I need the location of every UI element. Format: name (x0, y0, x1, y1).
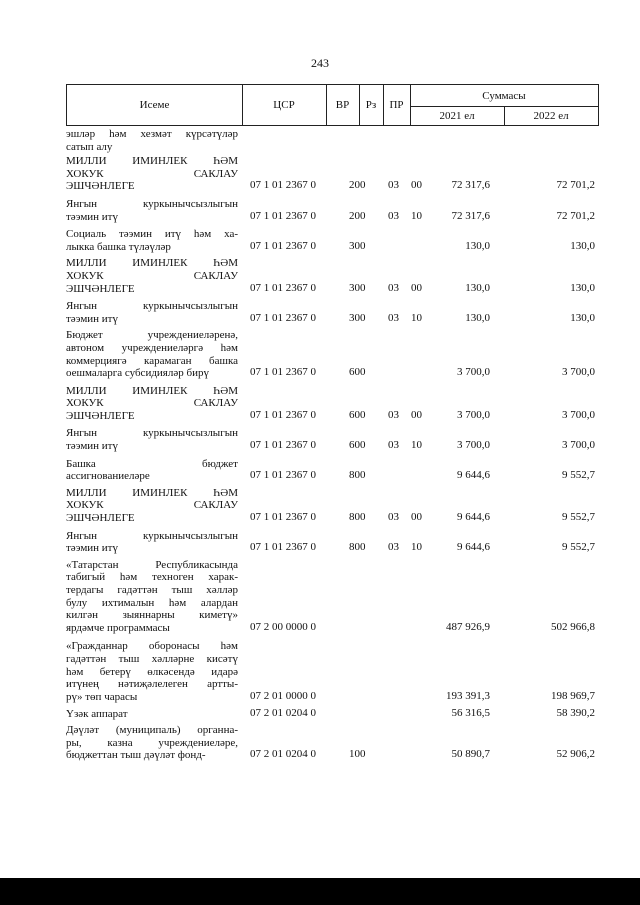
row-pr: 00 (411, 408, 422, 421)
row-pr: 10 (411, 439, 422, 452)
table-row (66, 724, 599, 762)
row-name-line: ярдәмче программасы (66, 621, 170, 634)
row-name-line: һәм бетерү өлкәсендә идарә (66, 665, 238, 678)
table-row (66, 640, 599, 703)
table-row (66, 708, 599, 721)
row-csr: 07 1 01 2367 0 (250, 179, 316, 192)
table-row (66, 329, 599, 379)
header-name: Исеме (67, 85, 243, 125)
row-sum-2021: 9 644,6 (457, 511, 490, 524)
row-name-line: МИЛЛИ ИМИНЛЕК ҺӘМ (66, 486, 238, 499)
row-vr: 300 (349, 239, 366, 252)
row-sum-2022: 72 701,2 (556, 209, 595, 222)
row-name-line: тердагы гадәттән тыш хәлләр (66, 584, 238, 596)
table-row (66, 427, 599, 452)
row-name-line: ЭШЧӘНЛЕГЕ (66, 282, 135, 295)
row-name (66, 458, 238, 483)
row-name-line: Янгын куркынычсызлыгын (66, 427, 238, 440)
row-sum-2022: 58 390,2 (556, 707, 595, 720)
row-vr: 100 (349, 748, 366, 761)
row-sum-2022: 3 700,0 (562, 439, 595, 452)
row-name (66, 155, 238, 193)
row-sum-2021: 56 316,5 (451, 707, 490, 720)
table-row (66, 559, 599, 635)
row-name-line: лыкка башка түләүләр (66, 240, 171, 253)
row-name-line: бюджеттан тыш дәүләт фонд- (66, 749, 206, 762)
row-name-line: тәэмин итү (66, 210, 118, 223)
row-name-line: рү» төп чарасы (66, 690, 138, 703)
row-name-line: булу ихтималын һәм алардан (66, 596, 238, 609)
row-csr: 07 2 01 0204 0 (250, 707, 316, 720)
row-name-line: табигый һәм техноген харак- (66, 571, 238, 584)
row-name-line: гадәттән тыш хәлләрне кисәтү (66, 652, 238, 665)
row-sum-2022: 130,0 (570, 281, 595, 294)
row-name-line: тәэмин итү (66, 440, 118, 453)
table-row (66, 198, 599, 223)
row-csr: 07 1 01 2367 0 (250, 311, 316, 324)
row-name-line: ЭШЧӘНЛЕГЕ (66, 180, 135, 193)
table-row (66, 385, 599, 423)
row-rz: 03 (388, 281, 399, 294)
table-row (66, 155, 599, 193)
row-sum-2021: 3 700,0 (457, 408, 490, 421)
row-name-line: ХОКУК САКЛАУ (66, 269, 238, 282)
row-pr: 00 (411, 281, 422, 294)
table-header (66, 84, 599, 126)
row-vr: 800 (349, 541, 366, 554)
row-rz: 03 (388, 179, 399, 192)
row-vr: 600 (349, 408, 366, 421)
row-csr: 07 1 01 2367 0 (250, 239, 316, 252)
row-name-line: сатып алу (66, 140, 113, 153)
row-pr: 10 (411, 209, 422, 222)
row-name (66, 530, 238, 555)
row-rz: 03 (388, 209, 399, 222)
row-name (66, 257, 238, 295)
row-sum-2022: 198 969,7 (551, 689, 595, 702)
row-name-line: ры, казна учреждениеләре, (66, 736, 238, 749)
row-vr: 300 (349, 281, 366, 294)
row-sum-2022: 130,0 (570, 311, 595, 324)
table-row (66, 257, 599, 295)
row-pr: 00 (411, 179, 422, 192)
row-sum-2021: 487 926,9 (446, 620, 490, 633)
row-csr: 07 1 01 2367 0 (250, 511, 316, 524)
row-vr: 800 (349, 469, 366, 482)
row-sum-2022: 3 700,0 (562, 408, 595, 421)
header-year-2022: 2022 ел (533, 109, 569, 122)
row-name-line: итүнең нәтиҗәлелеген артты- (66, 678, 238, 691)
row-name (66, 300, 238, 325)
table-row (66, 487, 599, 525)
row-name (66, 487, 238, 525)
row-sum-2021: 193 391,3 (446, 689, 490, 702)
header-pr: ПР (383, 85, 411, 125)
row-sum-2022: 502 966,8 (551, 620, 595, 633)
row-sum-2021: 130,0 (465, 311, 490, 324)
row-csr: 07 1 01 2367 0 (250, 366, 316, 379)
row-name-line: ассигнованиеләре (66, 470, 150, 483)
page-number: 243 (311, 56, 329, 70)
header-rz: Рз (359, 85, 384, 125)
row-sum-2021: 130,0 (465, 281, 490, 294)
row-name-line: тәэмин итү (66, 312, 118, 325)
row-name-line: Янгын куркынычсызлыгын (66, 529, 238, 542)
row-rz: 03 (388, 511, 399, 524)
row-pr: 00 (411, 511, 422, 524)
row-name-line: Янгын куркынычсызлыгын (66, 197, 238, 210)
row-sum-2021: 3 700,0 (457, 439, 490, 452)
row-sum-2022: 9 552,7 (562, 469, 595, 482)
row-name-line: килгән зыяннарны киметү» (66, 609, 238, 622)
row-name (66, 198, 238, 223)
row-name-line: Янгын куркынычсызлыгын (66, 300, 238, 313)
row-sum-2022: 72 701,2 (556, 179, 595, 192)
row-sum-2021: 9 644,6 (457, 469, 490, 482)
row-vr: 300 (349, 311, 366, 324)
row-rz: 03 (388, 408, 399, 421)
table-row (66, 458, 599, 483)
row-name-line: эшләр һәм хезмәт күрсәтүләр (66, 128, 238, 140)
row-name-line: ЭШЧӘНЛЕГЕ (66, 409, 135, 422)
row-name-line: Башка бюджет (66, 457, 238, 470)
row-rz: 03 (388, 541, 399, 554)
row-vr: 800 (349, 511, 366, 524)
row-sum-2022: 130,0 (570, 239, 595, 252)
row-csr: 07 1 01 2367 0 (250, 281, 316, 294)
row-name (66, 385, 238, 423)
row-sum-2021: 3 700,0 (457, 366, 490, 379)
header-year-2021: 2021 ел (410, 106, 505, 125)
row-sum-2021: 72 317,6 (451, 179, 490, 192)
row-csr: 07 1 01 2367 0 (250, 408, 316, 421)
row-name-line: тәэмин итү (66, 542, 118, 555)
row-name (66, 427, 238, 452)
row-vr: 200 (349, 179, 366, 192)
row-name-line: ХОКУК САКЛАУ (66, 167, 238, 180)
row-csr: 07 2 01 0000 0 (250, 689, 316, 702)
row-csr: 07 1 01 2367 0 (250, 541, 316, 554)
row-rz: 03 (388, 439, 399, 452)
row-vr: 600 (349, 366, 366, 379)
row-name (66, 559, 238, 635)
row-name-line: ХОКУК САКЛАУ (66, 397, 238, 410)
row-pr: 10 (411, 541, 422, 554)
row-sum-2022: 3 700,0 (562, 366, 595, 379)
row-name-line: оешмаларга субсидияләр бирү (66, 367, 209, 380)
row-name (66, 724, 238, 762)
row-name-line: Үзәк аппарат (66, 708, 128, 721)
row-rz: 03 (388, 311, 399, 324)
row-name-line: Социаль тәэмин итү һәм ха- (66, 228, 238, 241)
row-csr: 07 1 01 2367 0 (250, 439, 316, 452)
row-sum-2022: 9 552,7 (562, 511, 595, 524)
table-body (66, 128, 599, 765)
row-name (66, 329, 238, 379)
row-name-line: МИЛЛИ ИМИНЛЕК ҺӘМ (66, 384, 238, 397)
row-sum-2021: 50 890,7 (451, 748, 490, 761)
row-name-line: МИЛЛИ ИМИНЛЕК ҺӘМ (66, 257, 238, 270)
row-name-line: Дәүләт (муниципаль) органна- (66, 723, 238, 736)
row-name (66, 708, 238, 721)
row-vr: 600 (349, 439, 366, 452)
row-name-line: коммерциягә карамаган башка (66, 354, 238, 367)
row-csr: 07 1 01 2367 0 (250, 209, 316, 222)
row-pr: 10 (411, 311, 422, 324)
scan-edge-bar (0, 878, 640, 905)
row-sum-2021: 72 317,6 (451, 209, 490, 222)
row-csr: 07 1 01 2367 0 (250, 469, 316, 482)
row-name-line: Бюджет учреждениеләренә, (66, 329, 238, 342)
table-row (66, 228, 599, 253)
row-sum-2021: 9 644,6 (457, 541, 490, 554)
header-vr: ВР (326, 85, 360, 125)
row-sum-2021: 130,0 (465, 239, 490, 252)
row-name-line: «Гражданнар оборонасы һәм (66, 640, 238, 653)
row-name-line: ЭШЧӘНЛЕГЕ (66, 512, 135, 525)
row-vr: 200 (349, 209, 366, 222)
row-sum-2022: 52 906,2 (556, 748, 595, 761)
table-row (66, 300, 599, 325)
row-name (66, 640, 238, 703)
table-row (66, 530, 599, 555)
row-csr: 07 2 00 0000 0 (250, 620, 316, 633)
row-name-line: «Татарстан Республикасында (66, 558, 238, 571)
row-sum-2022: 9 552,7 (562, 541, 595, 554)
row-name (66, 128, 238, 153)
header-csr: ЦСР (242, 85, 327, 125)
row-name (66, 228, 238, 253)
header-sums: Суммасы (410, 85, 598, 107)
row-csr: 07 2 01 0204 0 (250, 748, 316, 761)
row-name-line: ХОКУК САКЛАУ (66, 499, 238, 512)
row-name-line: МИЛЛИ ИМИНЛЕК ҺӘМ (66, 155, 238, 168)
table-row (66, 128, 599, 153)
row-name-line: автоном учреждениеләргә һәм (66, 341, 238, 354)
